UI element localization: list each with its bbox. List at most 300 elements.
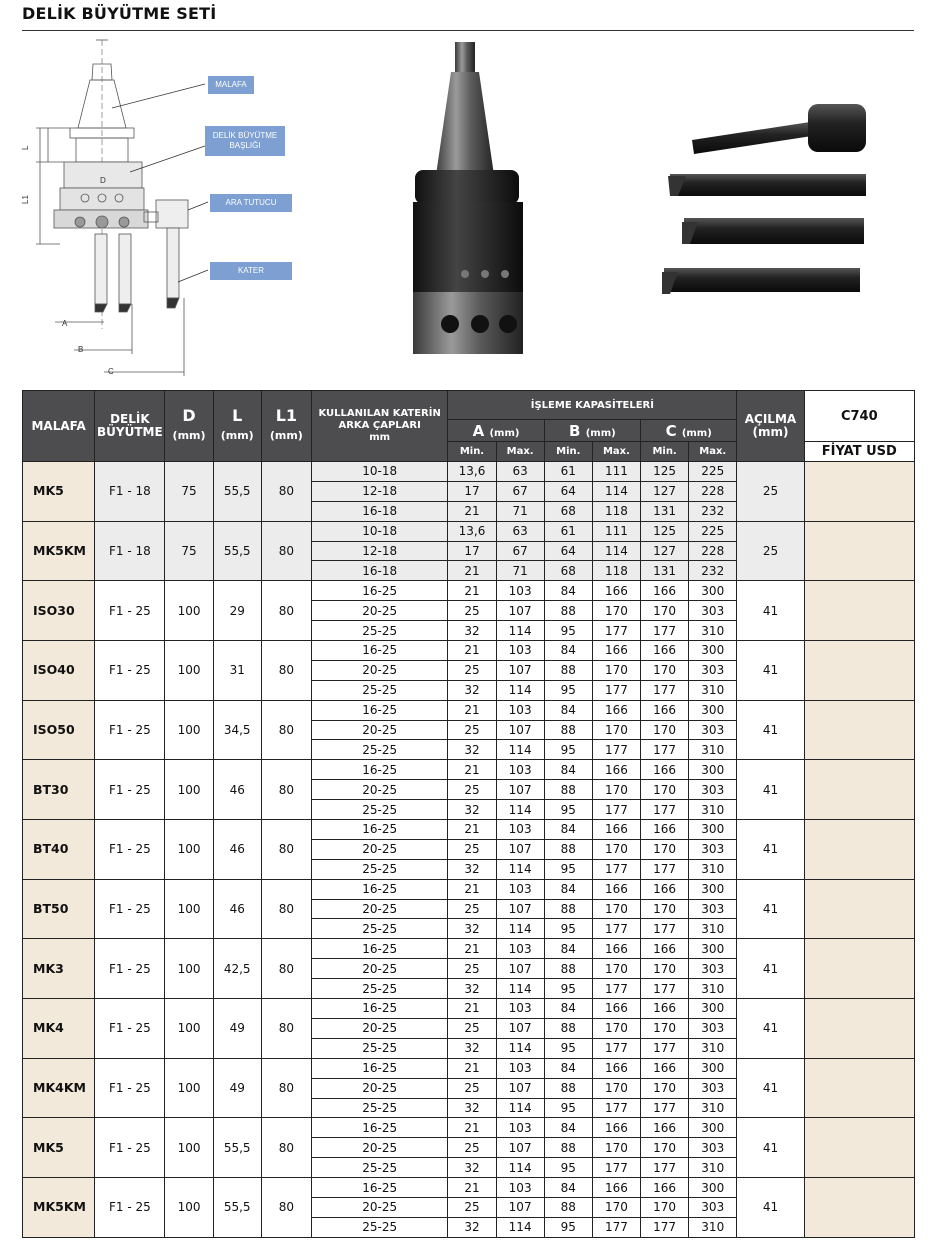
c-max-cell: 310: [689, 1038, 737, 1058]
b-max-cell: 170: [592, 899, 640, 919]
c-max-cell: 303: [689, 1138, 737, 1158]
a-max-cell: 114: [496, 800, 544, 820]
kater-cap-cell: 16-25: [311, 939, 447, 959]
b-max-cell: 170: [592, 720, 640, 740]
kater-cap-cell: 20-25: [311, 660, 447, 680]
kater-cap-cell: 25-25: [311, 740, 447, 760]
b-max-cell: 111: [592, 521, 640, 541]
l-cell: 55,5: [213, 1118, 261, 1178]
delik-buyutme-cell: F1 - 25: [95, 1058, 165, 1118]
l-cell: 55,5: [213, 462, 261, 522]
c-min-cell: 166: [641, 581, 689, 601]
l-cell: 29: [213, 581, 261, 641]
c-min-cell: 127: [641, 481, 689, 501]
header-c-letter: C: [665, 421, 677, 440]
kater-cap-cell: 25-25: [311, 859, 447, 879]
delik-buyutme-cell: F1 - 25: [95, 641, 165, 701]
kater-cap-cell: 16-25: [311, 1178, 447, 1198]
header-d: [165, 391, 213, 462]
a-min-cell: 21: [448, 999, 496, 1019]
a-max-cell: 107: [496, 601, 544, 621]
table-row: [23, 700, 915, 720]
b-max-cell: 170: [592, 780, 640, 800]
c-min-cell: 170: [641, 780, 689, 800]
a-min-cell: 25: [448, 1138, 496, 1158]
kater-cap-cell: 20-25: [311, 720, 447, 740]
b-max-cell: 177: [592, 1217, 640, 1237]
l-cell: 42,5: [213, 939, 261, 999]
delik-buyutme-cell: F1 - 25: [95, 879, 165, 939]
a-max-cell: 67: [496, 541, 544, 561]
b-max-cell: 114: [592, 541, 640, 561]
dim-c: C: [108, 367, 114, 376]
b-max-cell: 177: [592, 621, 640, 641]
b-min-cell: 88: [544, 1197, 592, 1217]
header-kullanilan: [311, 391, 447, 462]
c-max-cell: 225: [689, 521, 737, 541]
c-min-cell: 177: [641, 979, 689, 999]
c-max-cell: 303: [689, 660, 737, 680]
price-cell: [804, 820, 914, 880]
a-min-cell: 32: [448, 1217, 496, 1237]
header-b-min: Min.: [544, 442, 592, 462]
kater-cap-cell: 20-25: [311, 1078, 447, 1098]
kater-cap-cell: 10-18: [311, 521, 447, 541]
b-max-cell: 166: [592, 700, 640, 720]
a-min-cell: 21: [448, 879, 496, 899]
a-min-cell: 25: [448, 601, 496, 621]
price-cell: [804, 939, 914, 999]
c-max-cell: 303: [689, 1078, 737, 1098]
l1-cell: 80: [261, 820, 311, 880]
kater-cap-cell: 20-25: [311, 601, 447, 621]
kater-cap-cell: 16-25: [311, 1058, 447, 1078]
b-max-cell: 170: [592, 660, 640, 680]
kater-cap-cell: 16-25: [311, 879, 447, 899]
b-max-cell: 114: [592, 481, 640, 501]
a-max-cell: 107: [496, 839, 544, 859]
c-min-cell: 166: [641, 1118, 689, 1138]
b-min-cell: 88: [544, 660, 592, 680]
b-min-cell: 95: [544, 979, 592, 999]
a-max-cell: 103: [496, 760, 544, 780]
l-cell: 34,5: [213, 700, 261, 760]
l-cell: 31: [213, 641, 261, 701]
b-min-cell: 95: [544, 859, 592, 879]
table-row: [23, 1058, 915, 1078]
c-max-cell: 300: [689, 700, 737, 720]
d-cell: 100: [165, 700, 213, 760]
a-max-cell: 107: [496, 720, 544, 740]
header-b-letter: B: [569, 421, 581, 440]
a-max-cell: 107: [496, 959, 544, 979]
malafa-cell: ISO30: [23, 581, 95, 641]
b-max-cell: 177: [592, 859, 640, 879]
header-c-unit: (mm): [681, 427, 712, 439]
b-max-cell: 166: [592, 641, 640, 661]
c-max-cell: 300: [689, 581, 737, 601]
c-max-cell: 232: [689, 501, 737, 521]
c-max-cell: 300: [689, 879, 737, 899]
a-max-cell: 114: [496, 1098, 544, 1118]
dim-d: D: [100, 176, 106, 185]
a-min-cell: 25: [448, 720, 496, 740]
c-min-cell: 166: [641, 700, 689, 720]
b-min-cell: 84: [544, 760, 592, 780]
c-min-cell: 170: [641, 601, 689, 621]
a-max-cell: 103: [496, 1118, 544, 1138]
l1-cell: 80: [261, 939, 311, 999]
callout-ara-tutucu: [210, 194, 292, 212]
figure-area: [0, 34, 936, 384]
b-min-cell: 88: [544, 601, 592, 621]
a-max-cell: 103: [496, 641, 544, 661]
c-max-cell: 300: [689, 939, 737, 959]
a-max-cell: 114: [496, 1038, 544, 1058]
l-cell: 49: [213, 999, 261, 1059]
c-min-cell: 166: [641, 760, 689, 780]
callout-delik-label: DELİK BÜYÜTME BAŞLIĞI: [212, 131, 278, 150]
b-min-cell: 88: [544, 720, 592, 740]
c-min-cell: 131: [641, 561, 689, 581]
kater-cap-cell: 16-25: [311, 820, 447, 840]
l-cell: 46: [213, 820, 261, 880]
a-max-cell: 107: [496, 780, 544, 800]
b-min-cell: 84: [544, 700, 592, 720]
header-d-unit: (mm): [172, 429, 206, 442]
dim-l1: L1: [21, 195, 30, 204]
a-min-cell: 32: [448, 621, 496, 641]
a-min-cell: 13,6: [448, 462, 496, 482]
c-max-cell: 300: [689, 820, 737, 840]
l-cell: 55,5: [213, 1178, 261, 1238]
delik-buyutme-cell: F1 - 25: [95, 939, 165, 999]
callout-malafa-label: MALAFA: [215, 80, 247, 89]
c-min-cell: 166: [641, 641, 689, 661]
a-min-cell: 25: [448, 780, 496, 800]
l1-cell: 80: [261, 1058, 311, 1118]
b-min-cell: 88: [544, 839, 592, 859]
header-c: [641, 420, 737, 442]
c-min-cell: 131: [641, 501, 689, 521]
c-max-cell: 232: [689, 561, 737, 581]
acilma-cell: 41: [737, 1178, 804, 1238]
acilma-cell: 41: [737, 999, 804, 1059]
delik-buyutme-cell: F1 - 25: [95, 1178, 165, 1238]
l-cell: 55,5: [213, 521, 261, 581]
header-l-unit: (mm): [220, 429, 254, 442]
table-row: [23, 1178, 915, 1198]
header-kullanilan-label: KULLANILAN KATERİN ARKA ÇAPLARI: [318, 408, 441, 431]
callout-kater: [210, 262, 292, 280]
a-max-cell: 114: [496, 979, 544, 999]
malafa-cell: MK5: [23, 1118, 95, 1178]
header-a-min: Min.: [448, 442, 496, 462]
b-max-cell: 166: [592, 760, 640, 780]
a-max-cell: 103: [496, 581, 544, 601]
header-isleme: İŞLEME KAPASİTELERİ: [448, 391, 737, 420]
b-min-cell: 88: [544, 899, 592, 919]
c-min-cell: 166: [641, 1058, 689, 1078]
c-max-cell: 228: [689, 481, 737, 501]
a-min-cell: 32: [448, 919, 496, 939]
b-min-cell: 84: [544, 820, 592, 840]
c-max-cell: 310: [689, 800, 737, 820]
price-cell: [804, 462, 914, 522]
c-min-cell: 177: [641, 1098, 689, 1118]
l1-cell: 80: [261, 462, 311, 522]
malafa-cell: BT30: [23, 760, 95, 820]
delik-buyutme-cell: F1 - 25: [95, 999, 165, 1059]
c-max-cell: 303: [689, 959, 737, 979]
acilma-cell: 25: [737, 462, 804, 522]
b-min-cell: 84: [544, 999, 592, 1019]
a-min-cell: 21: [448, 1118, 496, 1138]
b-max-cell: 166: [592, 999, 640, 1019]
malafa-cell: ISO40: [23, 641, 95, 701]
b-min-cell: 84: [544, 1058, 592, 1078]
kater-cap-cell: 20-25: [311, 959, 447, 979]
l-cell: 49: [213, 1058, 261, 1118]
a-min-cell: 17: [448, 541, 496, 561]
c-max-cell: 303: [689, 1197, 737, 1217]
price-cell: [804, 1058, 914, 1118]
acilma-cell: 41: [737, 700, 804, 760]
b-max-cell: 177: [592, 1158, 640, 1178]
a-max-cell: 114: [496, 680, 544, 700]
b-min-cell: 88: [544, 1018, 592, 1038]
l1-cell: 80: [261, 581, 311, 641]
table-row: [23, 521, 915, 541]
c-max-cell: 303: [689, 899, 737, 919]
malafa-cell: BT50: [23, 879, 95, 939]
a-min-cell: 32: [448, 1038, 496, 1058]
b-max-cell: 170: [592, 601, 640, 621]
title-divider: [22, 30, 914, 31]
b-max-cell: 177: [592, 1098, 640, 1118]
b-max-cell: 166: [592, 820, 640, 840]
table-row: [23, 879, 915, 899]
c-min-cell: 177: [641, 680, 689, 700]
b-min-cell: 68: [544, 561, 592, 581]
b-max-cell: 170: [592, 1197, 640, 1217]
kater-cap-cell: 16-25: [311, 700, 447, 720]
header-a-letter: A: [472, 421, 485, 440]
malafa-cell: MK5KM: [23, 1178, 95, 1238]
a-min-cell: 21: [448, 1058, 496, 1078]
spec-table: [22, 390, 915, 1238]
c-min-cell: 177: [641, 1158, 689, 1178]
c-min-cell: 177: [641, 859, 689, 879]
table-row: [23, 581, 915, 601]
a-max-cell: 103: [496, 700, 544, 720]
price-cell: [804, 641, 914, 701]
c-min-cell: 166: [641, 999, 689, 1019]
a-min-cell: 13,6: [448, 521, 496, 541]
table-row: [23, 462, 915, 482]
c-min-cell: 177: [641, 800, 689, 820]
a-max-cell: 71: [496, 561, 544, 581]
table-row: [23, 939, 915, 959]
c-max-cell: 300: [689, 1118, 737, 1138]
c-min-cell: 127: [641, 541, 689, 561]
a-min-cell: 17: [448, 481, 496, 501]
c-max-cell: 300: [689, 999, 737, 1019]
a-min-cell: 21: [448, 581, 496, 601]
d-cell: 100: [165, 879, 213, 939]
b-min-cell: 64: [544, 541, 592, 561]
callout-malafa: [208, 76, 254, 94]
delik-buyutme-cell: F1 - 25: [95, 581, 165, 641]
header-b-unit: (mm): [585, 427, 616, 439]
a-max-cell: 103: [496, 939, 544, 959]
c-max-cell: 300: [689, 1178, 737, 1198]
c-max-cell: 310: [689, 1098, 737, 1118]
l1-cell: 80: [261, 521, 311, 581]
d-cell: 100: [165, 641, 213, 701]
page-title: DELİK BÜYÜTME SETİ: [22, 4, 217, 23]
kater-cap-cell: 25-25: [311, 1098, 447, 1118]
acilma-cell: 41: [737, 939, 804, 999]
header-b: [544, 420, 640, 442]
price-cell: [804, 581, 914, 641]
header-delik-buyutme: DELİK BÜYÜTME: [95, 391, 165, 462]
header-l1: [261, 391, 311, 462]
a-max-cell: 67: [496, 481, 544, 501]
b-min-cell: 88: [544, 780, 592, 800]
callout-kater-label: KATER: [237, 266, 265, 275]
kater-cap-cell: 25-25: [311, 1158, 447, 1178]
malafa-cell: BT40: [23, 820, 95, 880]
kater-cap-cell: 20-25: [311, 899, 447, 919]
acilma-cell: 41: [737, 760, 804, 820]
delik-buyutme-cell: F1 - 25: [95, 1118, 165, 1178]
d-cell: 100: [165, 939, 213, 999]
d-cell: 100: [165, 760, 213, 820]
b-max-cell: 177: [592, 979, 640, 999]
b-max-cell: 177: [592, 800, 640, 820]
c-min-cell: 166: [641, 879, 689, 899]
kater-cap-cell: 25-25: [311, 1217, 447, 1237]
c-max-cell: 310: [689, 859, 737, 879]
price-cell: [804, 999, 914, 1059]
b-min-cell: 84: [544, 581, 592, 601]
header-kullanilan-unit: mm: [369, 432, 391, 443]
a-max-cell: 71: [496, 501, 544, 521]
a-max-cell: 107: [496, 660, 544, 680]
b-min-cell: 88: [544, 1138, 592, 1158]
c-min-cell: 170: [641, 1018, 689, 1038]
kater-cap-cell: 20-25: [311, 839, 447, 859]
kater-cap-cell: 25-25: [311, 621, 447, 641]
kater-cap-cell: 25-25: [311, 680, 447, 700]
table-row: [23, 1118, 915, 1138]
l1-cell: 80: [261, 700, 311, 760]
a-max-cell: 63: [496, 521, 544, 541]
header-acilma-unit: (mm): [752, 425, 789, 439]
delik-buyutme-cell: F1 - 25: [95, 820, 165, 880]
a-max-cell: 103: [496, 999, 544, 1019]
a-max-cell: 103: [496, 879, 544, 899]
b-max-cell: 118: [592, 501, 640, 521]
header-a-max: Max.: [496, 442, 544, 462]
header-acilma-label: AÇILMA: [744, 412, 797, 426]
b-min-cell: 95: [544, 1158, 592, 1178]
b-min-cell: 84: [544, 1178, 592, 1198]
kater-cap-cell: 20-25: [311, 1197, 447, 1217]
kater-cap-cell: 16-18: [311, 501, 447, 521]
a-min-cell: 32: [448, 740, 496, 760]
price-cell: [804, 1118, 914, 1178]
c-min-cell: 170: [641, 959, 689, 979]
c-max-cell: 300: [689, 641, 737, 661]
l-cell: 46: [213, 760, 261, 820]
c-min-cell: 177: [641, 1217, 689, 1237]
delik-buyutme-cell: F1 - 25: [95, 700, 165, 760]
a-max-cell: 114: [496, 1158, 544, 1178]
acilma-cell: 41: [737, 581, 804, 641]
table-row: [23, 999, 915, 1019]
a-max-cell: 103: [496, 1058, 544, 1078]
b-min-cell: 95: [544, 1098, 592, 1118]
header-malafa: MALAFA: [23, 391, 95, 462]
l1-cell: 80: [261, 999, 311, 1059]
dim-a: A: [62, 319, 68, 328]
b-max-cell: 118: [592, 561, 640, 581]
b-min-cell: 84: [544, 879, 592, 899]
l1-cell: 80: [261, 641, 311, 701]
b-min-cell: 84: [544, 1118, 592, 1138]
c-max-cell: 303: [689, 839, 737, 859]
l1-cell: 80: [261, 760, 311, 820]
header-l1-unit: (mm): [269, 429, 303, 442]
acilma-cell: 41: [737, 641, 804, 701]
delik-buyutme-cell: F1 - 25: [95, 760, 165, 820]
c-max-cell: 310: [689, 1158, 737, 1178]
b-max-cell: 166: [592, 939, 640, 959]
c-min-cell: 170: [641, 899, 689, 919]
c-max-cell: 303: [689, 601, 737, 621]
kater-cap-cell: 10-18: [311, 462, 447, 482]
price-cell: [804, 700, 914, 760]
d-cell: 100: [165, 581, 213, 641]
header-b-max: Max.: [592, 442, 640, 462]
a-min-cell: 25: [448, 839, 496, 859]
a-min-cell: 21: [448, 1178, 496, 1198]
c-min-cell: 177: [641, 919, 689, 939]
l1-cell: 80: [261, 1118, 311, 1178]
a-min-cell: 21: [448, 939, 496, 959]
dim-l: L: [21, 145, 30, 150]
kater-cap-cell: 16-25: [311, 999, 447, 1019]
b-min-cell: 95: [544, 919, 592, 939]
kater-cap-cell: 12-18: [311, 541, 447, 561]
c-min-cell: 166: [641, 820, 689, 840]
header-d-letter: D: [182, 406, 196, 425]
header-l: [213, 391, 261, 462]
b-max-cell: 166: [592, 1058, 640, 1078]
malafa-cell: MK3: [23, 939, 95, 999]
c-max-cell: 310: [689, 621, 737, 641]
callout-delik-buyutme-basligi: [205, 126, 285, 156]
a-min-cell: 32: [448, 979, 496, 999]
c-min-cell: 170: [641, 1138, 689, 1158]
boring-head-photo: [405, 42, 535, 372]
a-min-cell: 25: [448, 1197, 496, 1217]
kater-cap-cell: 25-25: [311, 919, 447, 939]
b-min-cell: 61: [544, 521, 592, 541]
a-max-cell: 107: [496, 1078, 544, 1098]
